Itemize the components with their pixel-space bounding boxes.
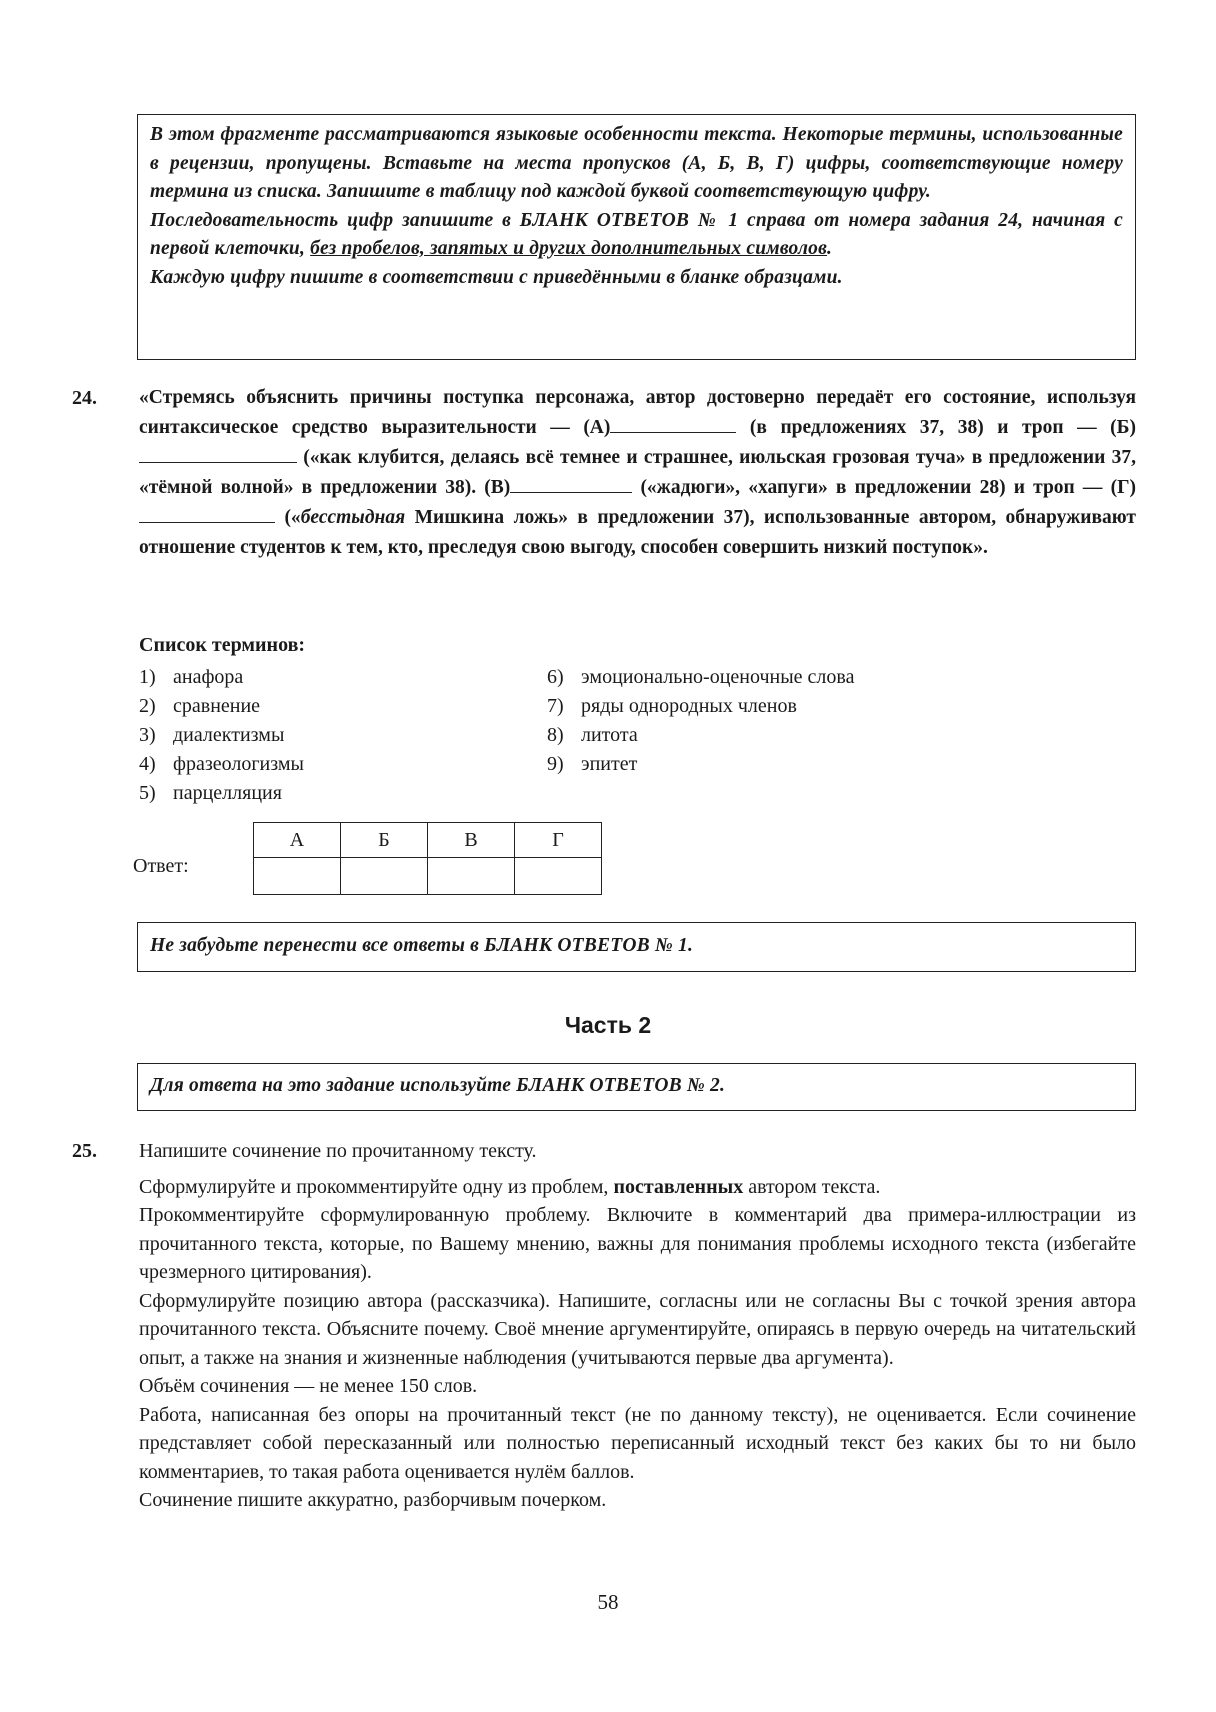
part-2-box [137,1063,1136,1111]
part-2-title: Часть 2 [564,1012,652,1038]
instruction-p2-underlined: без пробелов, запятых и других дополнительных символов [310,238,828,259]
term-number: 2) [139,695,156,717]
blank-a [610,414,736,433]
term-text: парцелляция [173,782,282,804]
answer-cell-g[interactable] [515,858,602,895]
term-text: анафора [173,666,244,688]
task-24-text [139,383,1136,563]
task-25-number: 25. [72,1140,97,1162]
terms-right-column [547,663,854,779]
term-number: 7) [547,695,564,717]
term-text: литота [581,724,638,746]
terms-title: Список терминов: [139,634,306,656]
term-item [139,663,304,692]
term-item [547,663,854,692]
instruction-p2-start: Последовательность цифр запишите в БЛАНК ОТВЕТОВ № 1 справа от номера задания 24, начиная с первой клеточки, [150,209,1123,259]
blank-b [139,444,297,463]
task-24-s1: «Стремясь объяснить причины поступка персонажа, автор достоверно передаёт его состояние, используя синтаксическое средство выразительности — (А) [139,387,1136,438]
term-text: ряды однородных членов [581,695,797,717]
terms-left-column [139,663,304,808]
term-text: диалектизмы [173,724,285,746]
term-item [139,779,304,808]
reminder-box [137,922,1136,972]
task-25-p1b: поставленных [613,1175,744,1198]
answer-header-b: Б [341,823,428,858]
blank-g [139,504,275,523]
term-text: фразеологизмы [173,753,304,775]
task-25-paragraph-1 [139,1173,1136,1202]
answer-header-a: А [254,823,341,858]
instruction-paragraph-3: Каждую цифру пишите в соответствии с приведёнными в бланке образцами. [150,266,843,288]
term-item [139,750,304,779]
task-24-s5: (« [275,507,301,528]
term-item [547,721,854,750]
answer-cell-v[interactable] [428,858,515,895]
task-25-intro: Напишите сочинение по прочитанному тексту. [139,1140,537,1162]
answer-cell-a[interactable] [254,858,341,895]
instruction-p2-end: . [827,238,833,259]
task-25-paragraph-5: Работа, написанная без опоры на прочитанный текст (не по данному тексту), не оценивается. Если сочинение представляет собой пересказанный или полностью переписанный исходный текст без каких бы то ни было комментариев, то такая работа оценивается нулём баллов. [139,1403,1136,1483]
task-25-paragraph-2: Прокомментируйте сформулированную проблему. Включите в комментарий два примера-иллюстрации из прочитанного текста, которые, по Вашему мнению, важны для понимания проблемы исходного текста (избегайте чрезмерного цитирования). [139,1204,1136,1283]
term-text: эпитет [581,753,638,775]
answer-header-row [254,823,602,858]
term-number: 4) [139,753,156,775]
term-number: 5) [139,782,156,804]
answer-header-g: Г [515,823,602,858]
term-number: 3) [139,724,156,746]
answer-header-v: В [428,823,515,858]
answer-table [253,822,602,895]
term-item [139,692,304,721]
task-24-number: 24. [72,387,97,409]
term-number: 1) [139,666,156,688]
term-text: эмоционально-оценочные слова [581,666,855,688]
task-24-s2: (в предложениях 37, 38) и троп — (Б) [736,417,1136,438]
term-item [547,750,854,779]
instruction-box [137,114,1136,360]
part-2-box-text: Для ответа на это задание используйте БЛАНК ОТВЕТОВ № 2. [150,1075,726,1096]
term-number: 8) [547,724,564,746]
task-24-s3: («как клубится, делаясь всё темнее и страшнее, июльская грозовая туча» в предложении 37, «тёмной волной» в предложении 38). (В) [139,447,1136,498]
answer-cell-b[interactable] [341,858,428,895]
task-24-italic-word: бесстыдная [300,507,406,528]
page-number: 58 [597,1590,619,1614]
task-25-text [139,1137,1136,1515]
term-text: сравнение [173,695,261,717]
task-24-s4: («жадюги», «хапуги» в предложении 28) и троп — (Г) [632,477,1136,498]
task-25-p1a: Сформулируйте и прокомментируйте одну из проблем, [139,1175,614,1198]
term-item [547,692,854,721]
task-25-paragraph-6: Сочинение пишите аккуратно, разборчивым почерком. [139,1489,607,1511]
task-25-paragraph-3: Сформулируйте позицию автора (рассказчика). Напишите, согласны или не согласны Вы с точкой зрения автора прочитанного текста. Объясните почему. Своё мнение аргументируйте, опираясь в первую очередь на читательский опыт, а также на знания и жизненные наблюдения (учитываются первые два аргумента). [139,1289,1136,1369]
answer-input-row [254,858,602,895]
answer-label: Ответ: [133,855,189,877]
task-25-p1c: автором текста. [743,1175,881,1198]
blank-v [510,474,632,493]
task-25-paragraph-4: Объём сочинения — не менее 150 слов. [139,1375,478,1397]
task-24-s6: Мишкина ложь» в предложении 37), использованные автором, обнаруживают отношение студентов к тем, кто, преследуя свою выгоду, способен совершить низкий поступок». [139,507,1136,558]
reminder-text: Не забудьте перенести все ответы в БЛАНК ОТВЕТОВ № 1. [150,935,694,956]
term-item [139,721,304,750]
instruction-paragraph-1: В этом фрагменте рассматриваются языковые особенности текста. Некоторые термины, использованные в рецензии, пропущены. Вставьте на места пропусков (А, Б, В, Г) цифры, соответствующие номеру термина из списка. Запишите в таблицу под каждой буквой соответствующую цифру. [150,124,1123,202]
term-number: 9) [547,753,564,775]
instruction-paragraph-2 [150,207,1123,264]
term-number: 6) [547,666,564,688]
